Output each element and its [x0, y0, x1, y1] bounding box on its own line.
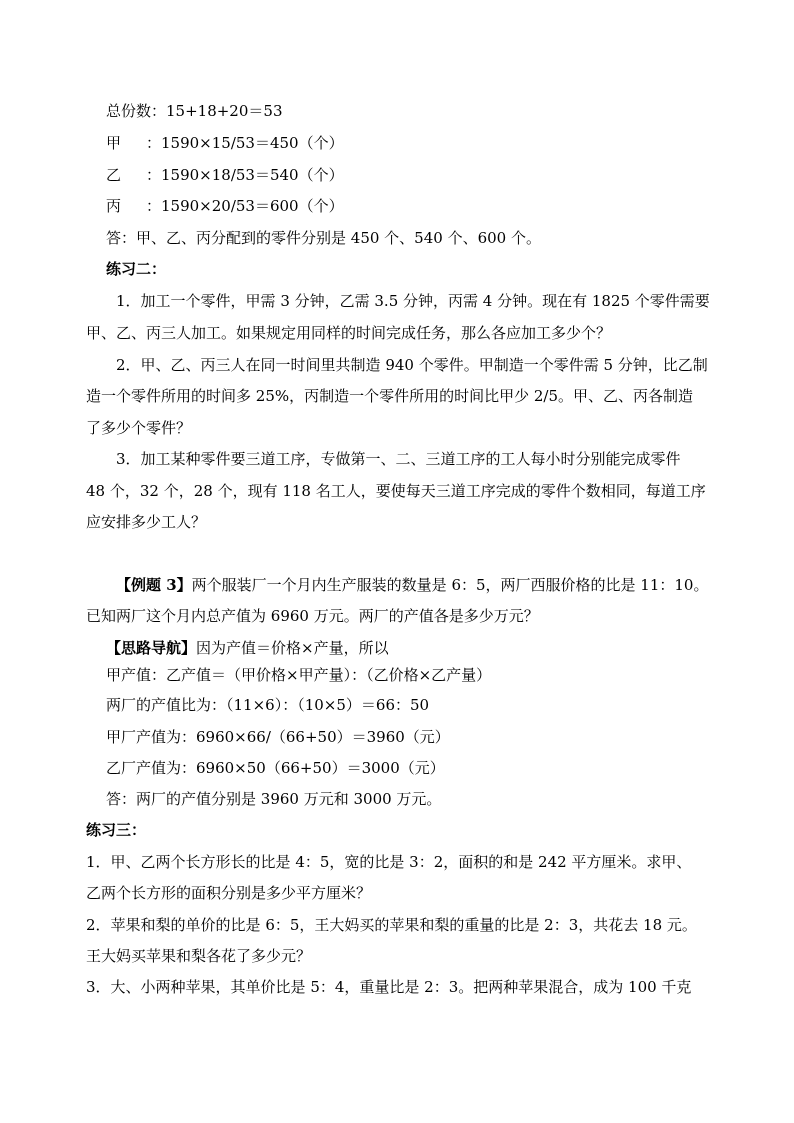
practice3-q1-line1: 1．甲、乙两个长方形长的比是 4：5，宽的比是 3：2，面积的和是 242 平方厘米。求甲、 [86, 853, 692, 871]
example3-tag: 【例题 3】 [116, 576, 192, 594]
bing-label: 丙 [106, 197, 122, 215]
total-parts-line: 总份数：15+18+20＝53 [106, 102, 283, 120]
practice2-heading: 练习二： [106, 260, 167, 278]
practice2-q2-line1: 2．甲、乙、丙三人在同一时间里共制造 940 个零件。甲制造一个零件需 5 分钟，比乙制 [116, 356, 708, 374]
example3-answer: 答：两厂的产值分别是 3960 万元和 3000 万元。 [106, 790, 442, 808]
practice3-q2-line1: 2．苹果和梨的单价的比是 6：5，王大妈买的苹果和梨的重量的比是 2：3，共花去 18 元。 [86, 916, 697, 934]
bing-calc: ：1590×20/53＝600（个） [146, 197, 344, 215]
bing-calc-line [106, 196, 344, 216]
practice2-q2-line2: 造一个零件所用的时间多 25%，丙制造一个零件所用的时间比甲少 2/5。甲、乙、丙各制造 [86, 387, 694, 405]
yi-label: 乙 [106, 166, 122, 184]
practice2-q1-line2: 甲、乙、丙三人加工。如果规定用同样的时间完成任务，那么各应加工多少个？ [86, 324, 612, 342]
practice2-q1-line1: 1．加工一个零件，甲需 3 分钟，乙需 3.5 分钟，丙需 4 分钟。现在有 1825 个零件需要 [116, 292, 710, 310]
guide-text: 因为产值＝价格×产量，所以 [196, 639, 389, 657]
jia-calc: ：1590×15/53＝450（个） [146, 134, 344, 152]
practice3-heading: 练习三： [86, 821, 147, 839]
guide-tag: 【思路导航】 [106, 639, 197, 657]
jia-label: 甲 [106, 134, 122, 152]
section1-answer: 答：甲、乙、丙分配到的零件分别是 450 个、540 个、600 个。 [106, 229, 541, 247]
jia-calc-line [106, 133, 344, 153]
yi-calc-line [106, 165, 344, 185]
practice2-q3-line3: 应安排多少工人？ [86, 513, 207, 531]
practice3-q3-line1: 3．大、小两种苹果，其单价比是 5：4，重量比是 2：3。把两种苹果混合，成为 100 千克 [86, 978, 692, 996]
practice3-q2-line2: 王大妈买苹果和梨各花了多少元？ [86, 947, 312, 965]
yi-calc: ：1590×18/53＝540（个） [146, 166, 344, 184]
example3-step1: 甲产值：乙产值＝（甲价格×甲产量）：（乙价格×乙产量） [106, 666, 492, 684]
example3-step3: 甲厂产值为：6960×66/（66+50）＝3960（元） [106, 728, 450, 746]
example3-step4: 乙厂产值为：6960×50（66+50）＝3000（元） [106, 759, 445, 777]
practice2-q2-line3: 了多少个零件？ [86, 419, 192, 437]
example3-question-start: 两个服装厂一个月内生产服装的数量是 6：5，两厂西服价格的比是 11：10。 [191, 576, 709, 594]
practice3-q1-line2: 乙两个长方形的面积分别是多少平方厘米？ [86, 884, 372, 902]
practice2-q3-line1: 3．加工某种零件要三道工序，专做第一、二、三道工序的工人每小时分别能完成零件 [116, 450, 681, 468]
practice2-q3-line2: 48 个，32 个，28 个，现有 118 名工人，要使每天三道工序完成的零件个数相同，每道工序 [86, 482, 706, 500]
example3-step2: 两厂的产值比为：（11×6）：（10×5）＝66：50 [106, 696, 430, 714]
example3-line2: 已知两厂这个月内总产值为 6960 万元。两厂的产值各是多少万元？ [86, 607, 539, 625]
example3-guide-line [106, 638, 389, 658]
example3-line1 [116, 575, 708, 595]
